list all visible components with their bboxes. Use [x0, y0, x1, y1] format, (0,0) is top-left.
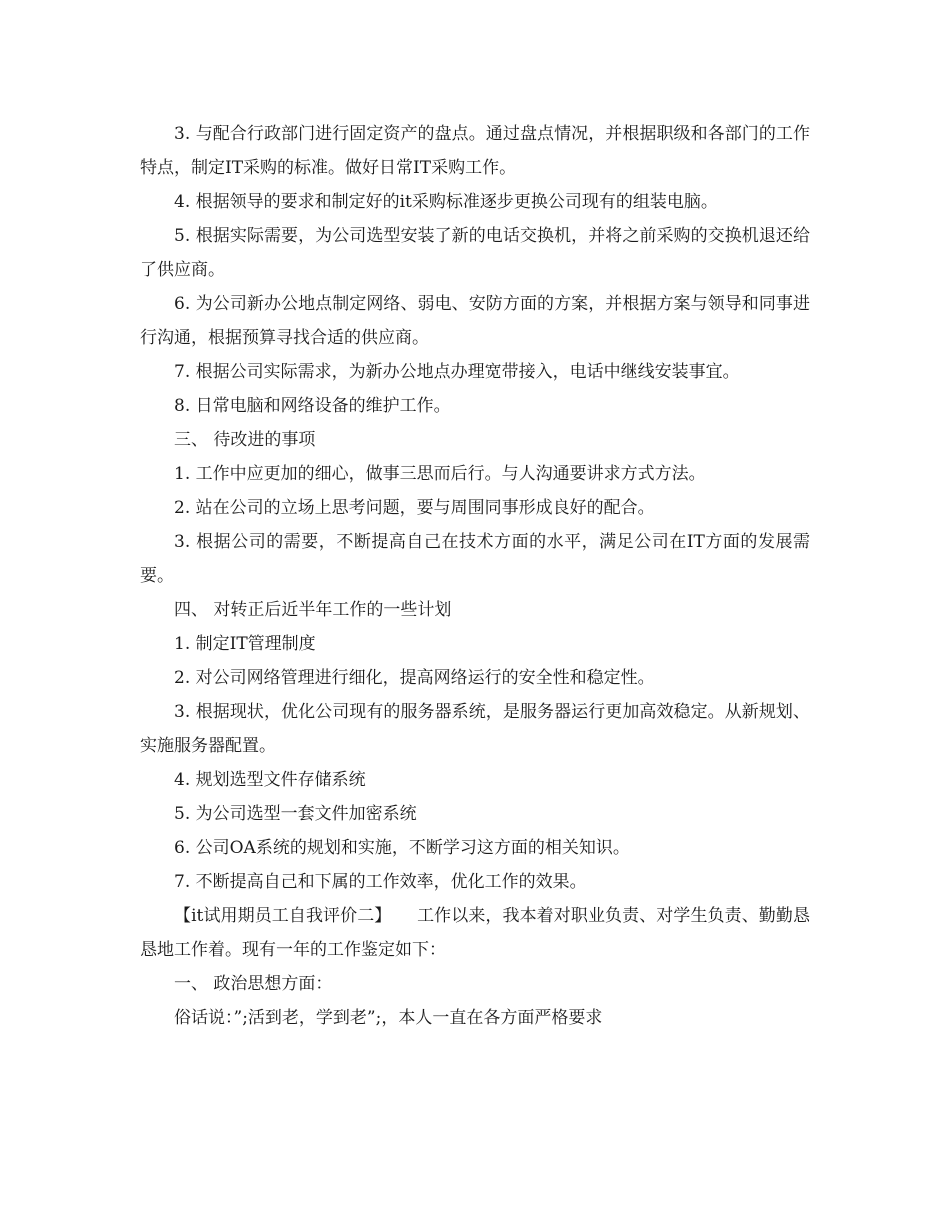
paragraph-improvement-3: 3. 根据公司的需要，不断提高自己在技术方面的水平，满足公司在IT方面的发展需要。	[140, 532, 810, 586]
document-body	[140, 117, 810, 1035]
paragraph-plan-4: 4. 规划选型文件存储系统	[174, 770, 366, 790]
section-heading-plans: 四、 对转正后近半年工作的一些计划	[174, 600, 452, 620]
paragraph-improvement-1: 1. 工作中应更加的细心，做事三思而后行。与人沟通要讲求方式方法。	[174, 464, 706, 484]
paragraph-evaluation-two-intro: 【it试用期员工自我评价二】 工作以来，我本着对职业负责、对学生负责、勤勤恳恳地工作着。现有一年的工作鉴定如下：	[140, 906, 810, 960]
paragraph-plan-1: 1. 制定IT管理制度	[174, 634, 316, 654]
paragraph-saying: 俗话说：”;活到老，学到老”;，本人一直在各方面严格要求	[174, 1008, 603, 1028]
paragraph-plan-2: 2. 对公司网络管理进行细化，提高网络运行的安全性和稳定性。	[174, 668, 655, 688]
paragraph-replace-computers: 4. 根据领导的要求和制定好的it采购标准逐步更换公司现有的组装电脑。	[174, 192, 718, 212]
section-heading-political: 一、 政治思想方面：	[174, 974, 333, 994]
paragraph-plan-6: 6. 公司OA系统的规划和实施，不断学习这方面的相关知识。	[174, 838, 630, 858]
paragraph-plan-3: 3. 根据现状，优化公司现有的服务器系统，是服务器运行更加高效稳定。从新规划、实施服务器配置。	[140, 702, 810, 756]
paragraph-improvement-2: 2. 站在公司的立场上思考问题，要与周围同事形成良好的配合。	[174, 498, 655, 518]
paragraph-maintenance: 8. 日常电脑和网络设备的维护工作。	[174, 396, 451, 416]
paragraph-new-office-plan: 6. 为公司新办公地点制定网络、弱电、安防方面的方案，并根据方案与领导和同事进行沟通，根据预算寻找合适的供应商。	[140, 294, 810, 348]
section-heading-improvements: 三、 待改进的事项	[174, 430, 316, 450]
paragraph-broadband: 7. 根据公司实际需求，为新办公地点办理宽带接入，电话中继线安装事宜。	[174, 362, 740, 382]
paragraph-plan-7: 7. 不断提高自己和下属的工作效率，优化工作的效果。	[174, 872, 587, 892]
paragraph-procurement-standard: 3. 与配合行政部门进行固定资产的盘点。通过盘点情况，并根据职级和各部门的工作特点，制定IT采购的标准。做好日常IT采购工作。	[140, 124, 810, 178]
paragraph-phone-exchange: 5. 根据实际需要，为公司选型安装了新的电话交换机，并将之前采购的交换机退还给了供应商。	[140, 226, 810, 280]
paragraph-plan-5: 5. 为公司选型一套文件加密系统	[174, 804, 417, 824]
